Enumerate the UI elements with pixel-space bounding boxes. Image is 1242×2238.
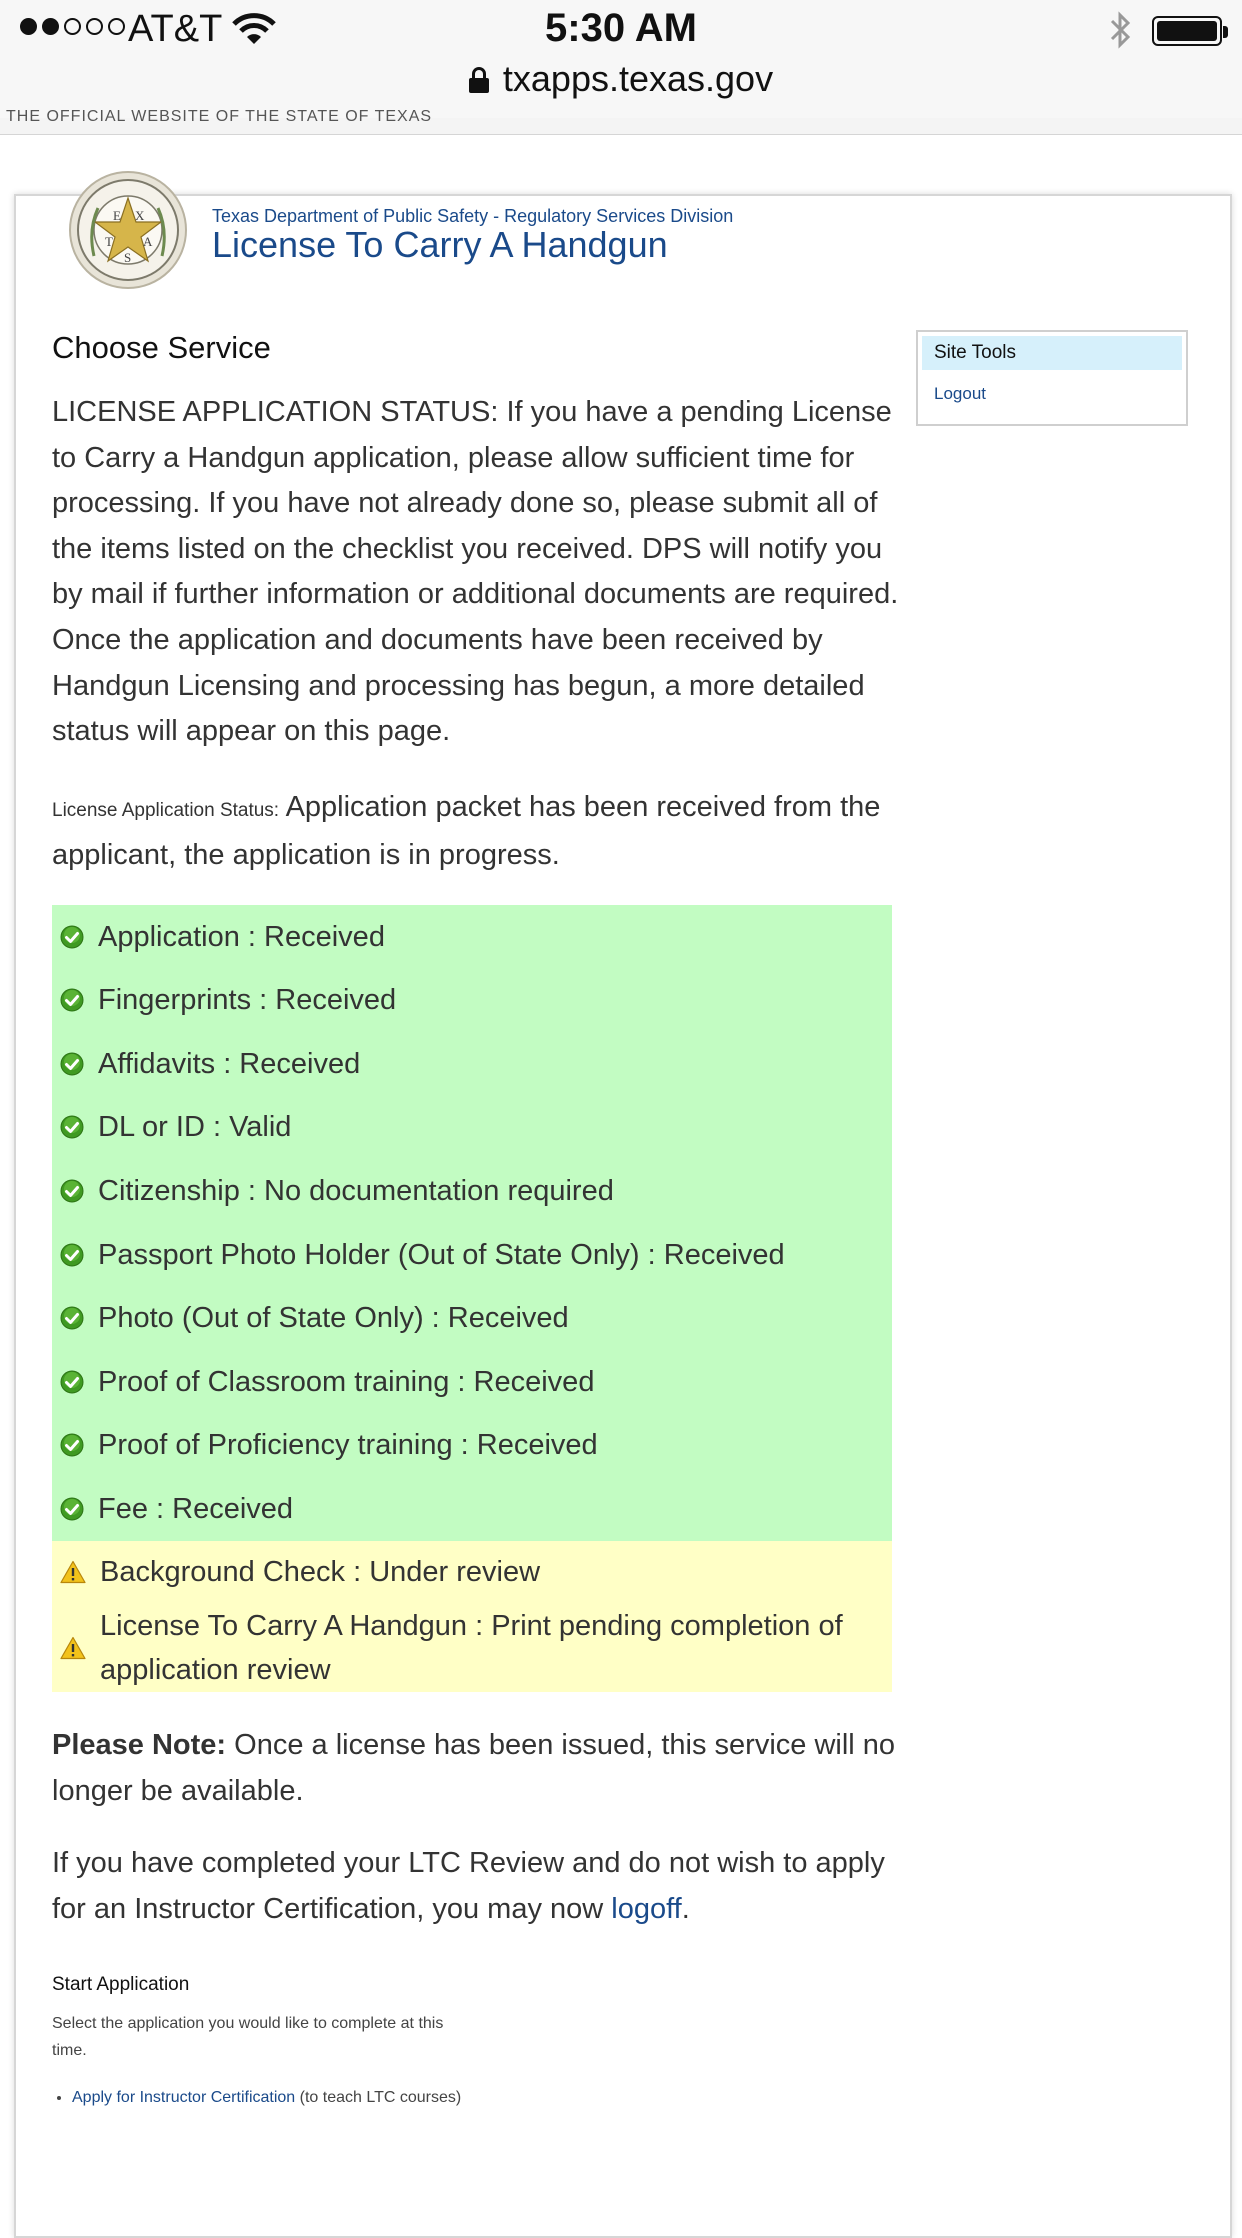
checklist-item-text: Photo (Out of State Only) : Received xyxy=(98,1302,569,1335)
clock-time: 5:30 AM xyxy=(545,6,697,50)
svg-text:T: T xyxy=(105,234,113,249)
checklist-item-text: Proof of Classroom training : Received xyxy=(98,1365,595,1398)
logoff-link[interactable]: logoff xyxy=(611,1893,682,1926)
bluetooth-icon xyxy=(1106,10,1134,50)
svg-text:S: S xyxy=(124,250,132,265)
checklist-row xyxy=(52,1350,892,1414)
status-label: License Application Status: xyxy=(52,799,280,821)
svg-text:E: E xyxy=(113,208,121,223)
check-circle-icon xyxy=(60,1433,84,1457)
checklist-row xyxy=(52,968,892,1032)
checklist-row xyxy=(52,905,892,969)
check-circle-icon xyxy=(60,1243,84,1267)
check-circle-icon xyxy=(60,925,84,949)
checklist-item-text: Fee : Received xyxy=(98,1492,294,1525)
status-intro-paragraph: LICENSE APPLICATION STATUS: If you have a pending License to Carry a Handgun application, please allow sufficient time for processing. If you have not already done so, please submit all of the items listed on the checklist you received. DPS will notify you by mail if further information or additional documents are required. Once the application and documents have been received by Handgun Licensing and processing has begun, a more detailed status will appear on this page. xyxy=(52,396,899,748)
checklist-item-text: Proof of Proficiency training : Received xyxy=(98,1429,598,1462)
logoff-paragraph: If you have completed your LTC Review and do not wish to apply for an Instructor Certification, you may now logoff. xyxy=(52,1847,885,1926)
checklist-item-text: DL or ID : Valid xyxy=(98,1111,292,1144)
battery-icon xyxy=(1152,16,1222,46)
logoff-text: If you have completed your LTC Review and do not wish to apply for an Instructor Certification, you may now xyxy=(52,1847,885,1926)
page-card xyxy=(14,194,1232,2238)
start-application-description: Select the application you would like to complete at this time. xyxy=(52,2015,444,2060)
application-status-line xyxy=(52,785,908,877)
main-content xyxy=(52,328,908,2111)
logout-link[interactable]: Logout xyxy=(934,384,986,403)
status-checklist xyxy=(52,905,892,1693)
url-text: txapps.texas.gov xyxy=(502,58,774,99)
svg-text:A: A xyxy=(143,234,153,249)
apply-instructor-certification-link[interactable]: Apply for Instructor Certification xyxy=(72,2089,296,2107)
warning-triangle-icon xyxy=(60,1636,86,1660)
checklist-row xyxy=(52,1414,892,1478)
ios-status-bar xyxy=(0,0,1242,120)
status-value: Application packet has been received from the applicant, the application is in progress. xyxy=(52,790,881,871)
checklist-row xyxy=(52,1096,892,1160)
checklist-row xyxy=(52,1032,892,1096)
choose-service-heading: Choose Service xyxy=(52,330,271,365)
checklist-item-text: License To Carry A Handgun : Print pending completion of application review xyxy=(100,1610,843,1687)
checklist-row xyxy=(52,1159,892,1223)
check-circle-icon xyxy=(60,1370,84,1394)
check-circle-icon xyxy=(60,988,84,1012)
check-circle-icon xyxy=(60,1306,84,1330)
checklist-item-text: Passport Photo Holder (Out of State Only) : Received xyxy=(98,1238,785,1271)
application-list xyxy=(52,2084,492,2111)
checklist-item-text: Background Check : Under review xyxy=(100,1556,541,1589)
check-circle-icon xyxy=(60,1115,84,1139)
checklist-row xyxy=(52,1286,892,1350)
please-note xyxy=(52,1722,908,1814)
page-title: License To Carry A Handgun xyxy=(212,224,668,265)
please-note-label: Please Note: xyxy=(52,1729,227,1762)
url-bar[interactable] xyxy=(0,58,1242,100)
please-note-text: Once a license has been issued, this service will no longer be available. xyxy=(52,1729,896,1808)
apply-link-suffix: (to teach LTC courses) xyxy=(295,2089,462,2107)
lock-icon xyxy=(469,67,489,93)
texas-dps-seal-icon xyxy=(68,170,188,290)
site-tools-heading: Site Tools xyxy=(922,336,1182,370)
site-tools-panel xyxy=(916,330,1188,426)
header-subtitle: Texas Department of Public Safety - Regulatory Services Division xyxy=(212,206,734,226)
check-circle-icon xyxy=(60,1179,84,1203)
checklist-row xyxy=(52,1604,892,1692)
start-application-heading: Start Application xyxy=(52,1974,190,1996)
official-website-strip: THE OFFICIAL WEBSITE OF THE STATE OF TEXAS xyxy=(0,118,1242,135)
checklist-item-text: Affidavits : Received xyxy=(98,1047,361,1080)
checklist-row xyxy=(52,1223,892,1287)
carrier-name: AT&T xyxy=(128,8,223,50)
warning-triangle-icon xyxy=(60,1560,86,1584)
checklist-item-text: Citizenship : No documentation required xyxy=(98,1174,614,1207)
list-item xyxy=(72,2084,492,2111)
checklist-item-text: Application : Received xyxy=(98,920,385,953)
checklist-row xyxy=(52,1477,892,1541)
checklist-item-text: Fingerprints : Received xyxy=(98,984,397,1017)
checklist-row xyxy=(52,1541,892,1605)
check-circle-icon xyxy=(60,1497,84,1521)
check-circle-icon xyxy=(60,1052,84,1076)
svg-text:X: X xyxy=(135,208,145,223)
